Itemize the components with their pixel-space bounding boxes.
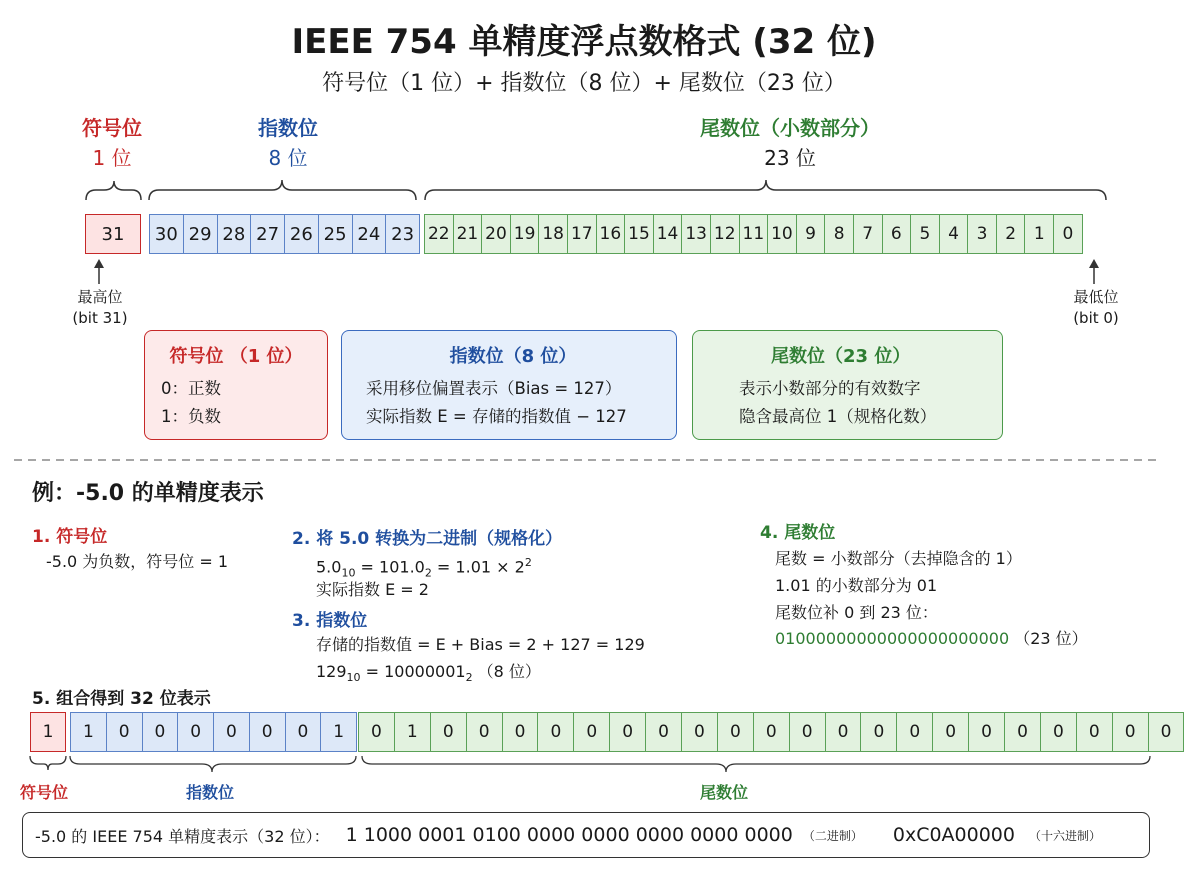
- top-sign-bits: [85, 214, 141, 254]
- mantissa-section-count: 23 位: [764, 146, 816, 170]
- top-mantissa-bit-cell: 5: [910, 214, 940, 254]
- mantissa-brace: [425, 180, 1106, 200]
- step4-line2: 1.01 的小数部分为 01: [775, 576, 938, 595]
- top-mantissa-bit-cell: 12: [710, 214, 740, 254]
- top-mantissa-bit-cell: 1: [1024, 214, 1054, 254]
- step2-line1: $5.0_{10} = 101.0_2 = 1.01 \times 2^2$: [316, 556, 532, 580]
- result-mantissa-bit-cell: 0: [358, 712, 395, 752]
- step1-title: 1. 符号位: [32, 527, 108, 547]
- result-exponent-bit-cell: 1: [320, 712, 357, 752]
- result-mantissa-bit-cell: 0: [968, 712, 1005, 752]
- top-mantissa-bit-cell: 8: [824, 214, 854, 254]
- result-mantissa-label: 尾数位: [700, 783, 749, 802]
- summary-binary: 1 1000 0001 0100 0000 0000 0000 0000 0000: [345, 824, 793, 846]
- step4-bits-note: （23 位）: [1014, 629, 1088, 648]
- sign-card-line1: 0：正数: [161, 379, 221, 398]
- step4-mantissa-bits: 01000000000000000000000: [775, 629, 1010, 648]
- exponent-section-label: 指数位: [258, 116, 318, 140]
- top-mantissa-bit-cell: 9: [796, 214, 826, 254]
- result-sign-bit-cell: 1: [30, 712, 66, 752]
- step4-line1: 尾数 = 小数部分（去掉隐含的 1）: [775, 549, 1022, 568]
- top-mantissa-bit-cell: 18: [538, 214, 568, 254]
- top-exponent-bit-cell: 27: [250, 214, 285, 254]
- exponent-section-count: 8 位: [268, 146, 308, 170]
- top-mantissa-bit-cell: 2: [996, 214, 1026, 254]
- mantissa-card-title: 尾数位（23 位）: [771, 346, 911, 367]
- exponent-info-card: [341, 330, 677, 440]
- result-mantissa-bit-cell: 0: [573, 712, 610, 752]
- sign-section-label: 符号位: [82, 116, 142, 140]
- exponent-card-line1: 采用移位偏置表示（Bias = 127）: [366, 379, 622, 398]
- result-exponent-bit-cell: 0: [213, 712, 250, 752]
- top-mantissa-bit-cell: 7: [853, 214, 883, 254]
- top-mantissa-bit-cell: 15: [624, 214, 654, 254]
- result-mantissa-bit-cell: 0: [1004, 712, 1041, 752]
- result-exponent-bit-cell: 0: [249, 712, 286, 752]
- result-mantissa-bit-cell: 0: [1112, 712, 1149, 752]
- msb-label-line1: 最高位: [77, 288, 123, 306]
- top-mantissa-bit-cell: 17: [567, 214, 597, 254]
- result-exponent-bit-cell: 0: [285, 712, 322, 752]
- result-mantissa-bit-cell: 0: [502, 712, 539, 752]
- top-mantissa-bit-cell: 10: [767, 214, 797, 254]
- result-sign-brace: [30, 756, 66, 770]
- summary-hex-note: （十六进制）: [1029, 828, 1102, 843]
- result-mantissa-bit-cell: 0: [466, 712, 503, 752]
- lsb-label-line2: (bit 0): [1073, 309, 1119, 327]
- top-mantissa-bit-cell: 6: [882, 214, 912, 254]
- step4-line4: [775, 625, 1088, 652]
- top-exponent-bit-cell: 28: [217, 214, 252, 254]
- result-mantissa-bit-cell: 0: [825, 712, 862, 752]
- lsb-label: [1046, 287, 1146, 329]
- summary-binary-note: （二进制）: [802, 828, 863, 843]
- result-mantissa-bit-cell: 0: [753, 712, 790, 752]
- exponent-card-title: 指数位（8 位）: [449, 346, 577, 367]
- result-sign-label: 符号位: [20, 783, 69, 802]
- lsb-arrow-head: [1089, 259, 1099, 268]
- result-mantissa-bit-cell: 0: [896, 712, 933, 752]
- msb-label: [50, 287, 150, 329]
- result-exponent-bits: [70, 712, 357, 752]
- result-exponent-bit-cell: 0: [106, 712, 143, 752]
- result-mantissa-bit-cell: 0: [430, 712, 467, 752]
- result-exponent-bit-cell: 0: [142, 712, 179, 752]
- summary-hex: 0xC0A00000: [892, 824, 1015, 846]
- lsb-label-line1: 最低位: [1073, 288, 1119, 306]
- top-mantissa-bit-cell: 22: [424, 214, 454, 254]
- result-exponent-bit-cell: 1: [70, 712, 107, 752]
- result-mantissa-bit-cell: 0: [717, 712, 754, 752]
- top-exponent-bit-cell: 25: [318, 214, 353, 254]
- top-mantissa-bit-cell: 4: [939, 214, 969, 254]
- exponent-card-line2: 实际指数 E = 存储的指数值 − 127: [366, 407, 627, 426]
- top-mantissa-bit-cell: 21: [453, 214, 483, 254]
- summary-box: [22, 812, 1150, 858]
- page-title: IEEE 754 单精度浮点数格式 (32 位): [291, 22, 877, 62]
- mantissa-card-line2: 隐含最高位 1（规格化数）: [739, 407, 937, 426]
- sign-card-line2: 1：负数: [161, 407, 221, 426]
- step3-title: 3. 指数位: [292, 611, 368, 631]
- result-mantissa-bit-cell: 0: [609, 712, 646, 752]
- result-mantissa-bit-cell: 0: [537, 712, 574, 752]
- step4-line3: 尾数位补 0 到 23 位：: [775, 603, 938, 622]
- sign-info-card: [144, 330, 328, 440]
- step2-line2: 实际指数 E = 2: [316, 580, 429, 599]
- top-mantissa-bit-cell: 19: [510, 214, 540, 254]
- msb-label-line2: (bit 31): [72, 309, 128, 327]
- result-mantissa-bit-cell: 0: [860, 712, 897, 752]
- msb-arrow-head: [94, 259, 104, 268]
- top-exponent-bit-cell: 30: [149, 214, 184, 254]
- result-mantissa-bits: [358, 712, 1184, 752]
- step3-line2: $129_{10} = 10000001_2$ （8 位）: [316, 662, 541, 685]
- mantissa-card-line1: 表示小数部分的有效数字: [739, 379, 921, 398]
- step4-title: 4. 尾数位: [760, 523, 836, 543]
- step2-title: 2. 将 5.0 转换为二进制（规格化）: [292, 529, 563, 549]
- top-exponent-bits: [149, 214, 420, 254]
- top-exponent-bit-cell: 23: [385, 214, 420, 254]
- result-mantissa-bit-cell: 0: [1076, 712, 1113, 752]
- top-mantissa-bit-cell: 3: [967, 214, 997, 254]
- top-exponent-bit-cell: 24: [352, 214, 387, 254]
- result-mantissa-bit-cell: 0: [1040, 712, 1077, 752]
- result-mantissa-bit-cell: 0: [932, 712, 969, 752]
- top-mantissa-bit-cell: 13: [681, 214, 711, 254]
- example-heading: 例：-5.0 的单精度表示: [32, 481, 264, 506]
- sign-card-title: 符号位 （1 位）: [169, 346, 303, 367]
- result-exponent-brace: [70, 756, 356, 772]
- top-mantissa-bit-cell: 0: [1053, 214, 1083, 254]
- mantissa-info-card: [692, 330, 1003, 440]
- result-mantissa-bit-cell: 0: [645, 712, 682, 752]
- step3-line1: 存储的指数值 = E + Bias = 2 + 127 = 129: [316, 635, 645, 654]
- step1-line1: -5.0 为负数，符号位 = 1: [46, 552, 229, 571]
- result-mantissa-bit-cell: 0: [681, 712, 718, 752]
- top-mantissa-bit-cell: 11: [739, 214, 769, 254]
- result-mantissa-bit-cell: 1: [394, 712, 431, 752]
- top-mantissa-bits: [424, 214, 1083, 254]
- mantissa-section-label: 尾数位（小数部分）: [700, 116, 880, 140]
- exponent-brace: [149, 180, 416, 200]
- result-mantissa-bit-cell: 0: [789, 712, 826, 752]
- sign-brace: [86, 181, 141, 200]
- step5-title: 5. 组合得到 32 位表示: [32, 689, 211, 709]
- top-mantissa-bit-cell: 14: [653, 214, 683, 254]
- top-sign-bit-cell: 31: [85, 214, 141, 254]
- result-exponent-bit-cell: 0: [177, 712, 214, 752]
- top-exponent-bit-cell: 26: [284, 214, 319, 254]
- result-sign-bits: [30, 712, 66, 752]
- sign-section-count: 1 位: [92, 146, 132, 170]
- top-mantissa-bit-cell: 20: [481, 214, 511, 254]
- result-exponent-label: 指数位: [186, 783, 235, 802]
- result-mantissa-brace: [362, 756, 1150, 772]
- top-exponent-bit-cell: 29: [183, 214, 218, 254]
- page-subtitle: 符号位（1 位）+ 指数位（8 位）+ 尾数位（23 位）: [322, 71, 846, 96]
- summary-prefix: -5.0 的 IEEE 754 单精度表示（32 位）：: [35, 826, 330, 846]
- result-mantissa-bit-cell: 0: [1148, 712, 1184, 752]
- top-mantissa-bit-cell: 16: [596, 214, 626, 254]
